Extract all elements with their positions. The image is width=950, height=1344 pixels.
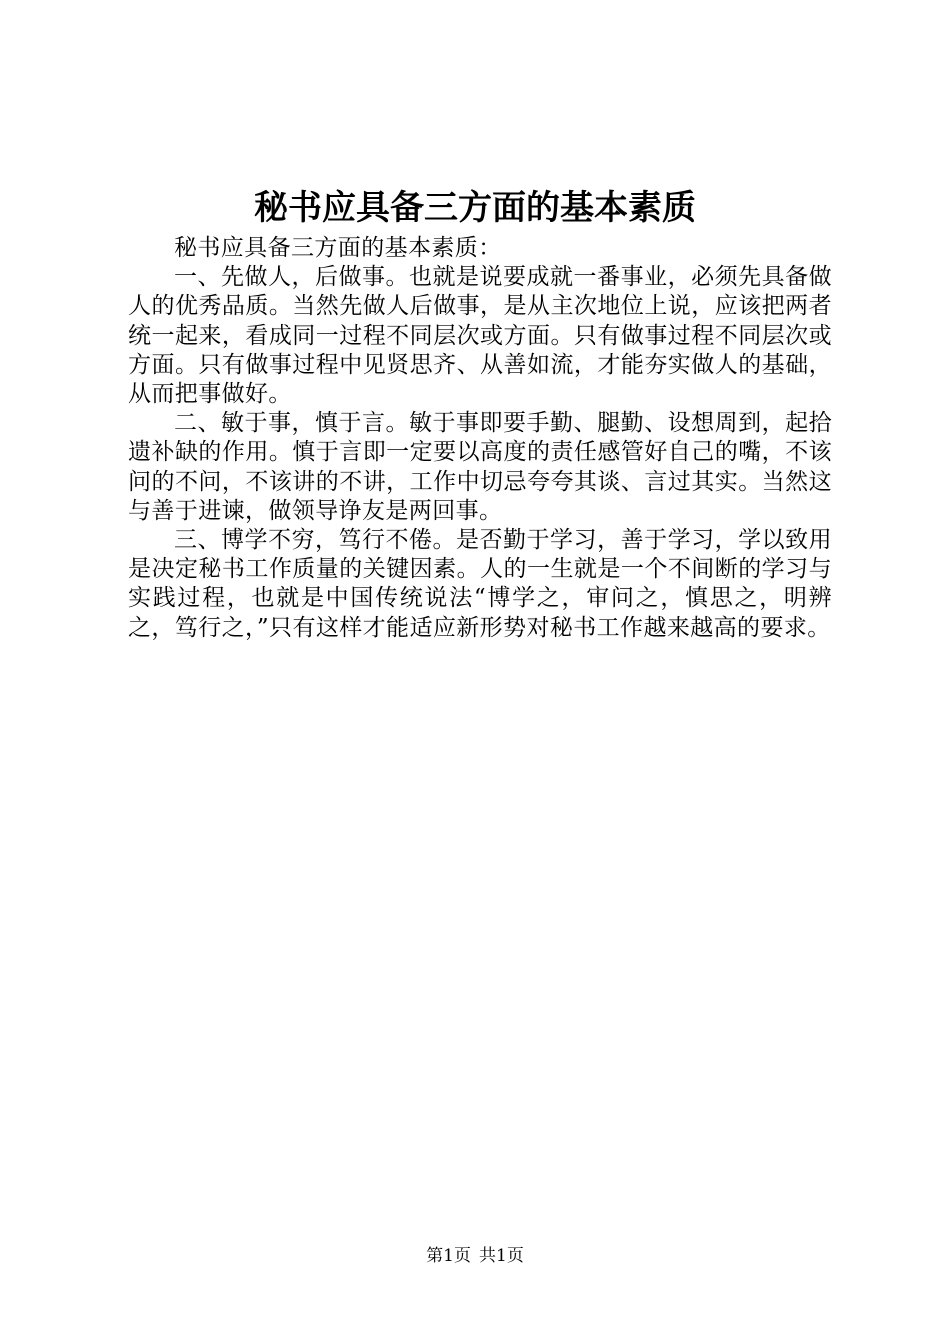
document-title: 秘书应具备三方面的基本素质 [254,188,696,228]
paragraph-two: 二、敏于事，慎于言。敏于事即要手勤、腿勤、设想周到，起拾遗补缺的作用。慎于言即一定要以高度的责任感管好自己的嘴，不该问的不问，不该讲的不讲，工作中切忌夸夸其谈、言过其实。当然这与善于进谏，做领导诤友是两回事。 [128,410,832,524]
paragraph-three: 三、博学不穷，笃行不倦。是否勤于学习，善于学习，学以致用是决定秘书工作质量的关键因素。人的一生就是一个不间断的学习与实践过程，也就是中国传统说法“博学之，审问之，慎思之，明辨之，笃行之，”只有这样才能适应新形势对秘书工作越来越高的要求。 [128,527,832,641]
page-footer [0,1244,950,1268]
document-body [128,234,832,643]
total-pages: 共1页 [479,1246,524,1266]
page-number: 第1页 [426,1246,471,1266]
intro-paragraph: 秘书应具备三方面的基本素质： [174,235,502,261]
paragraph-one: 一、先做人，后做事。也就是说要成就一番事业，必须先具备做人的优秀品质。当然先做人后做事，是从主次地位上说，应该把两者统一起来，看成同一过程不同层次或方面。只有做事过程不同层次或方面。只有做事过程中见贤思齐、从善如流，才能夯实做人的基础，从而把事做好。 [128,264,832,408]
